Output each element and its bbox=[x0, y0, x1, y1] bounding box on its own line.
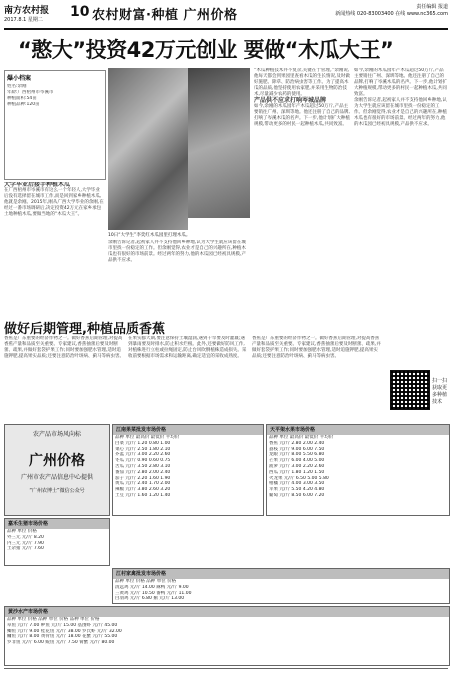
article-column bbox=[354, 68, 448, 314]
table-row: 清远鸡 元/斤 14.00 麻鸭 元/斤 9.00 bbox=[115, 584, 189, 590]
profile-line: 姓名:余刚 bbox=[7, 84, 27, 89]
table-row: 鲫鱼 元/斤 9.00 桂花鱼 元/斤 38.00 罗氏虾 元/斤 32.00 bbox=[7, 628, 122, 634]
table-row: 品种 单位 最高价 最低价 平均价 bbox=[269, 435, 334, 440]
article-paragraph: 在广西梧州市岑溪市有这么一个年轻人,大学毕业后没有选择留在城市工作,而是回到家乡种植木瓜,他就是余刚。2015年,刚从广西大学毕业的余刚,在经过一番市场调研后,决定投资42万元在家乡承包土地种植木瓜,要做当地的“木瓜大王”。 bbox=[4, 188, 104, 217]
table-row: 苹果 元/斤 5.50 4.20 4.80 bbox=[269, 487, 325, 493]
table-row: 香蕉 元/斤 2.80 2.00 2.40 bbox=[269, 440, 325, 446]
article-column bbox=[108, 240, 250, 314]
profile-line: 种植面积:54亩 bbox=[7, 96, 37, 101]
editor-info bbox=[335, 4, 448, 18]
table-title: 江南果菜批发市场价格 bbox=[113, 425, 263, 435]
table-row: 芒果 元/斤 6.00 4.00 5.00 bbox=[269, 458, 325, 464]
article-paragraph: 如今,余刚的木瓜园年产木瓜超过50万斤,产品主要销往广州、深圳等地。他还注册了自己的品牌,打响了岑溪木瓜的名声。下一步,他计划扩大种植规模,带动更多的村民一起种植木瓜,共同致富。 bbox=[254, 104, 350, 127]
table-row: 品种 单位 价格 bbox=[7, 529, 37, 534]
profile-line: 年龄:广西梧州市岑溪市 bbox=[7, 90, 54, 95]
table-row: 品种 单位 最高价 最低价 平均价 bbox=[115, 435, 180, 440]
banner-note: “广州农博士”微信公众号 bbox=[29, 488, 85, 494]
article-column bbox=[4, 336, 124, 420]
table-row: 西瓜 元/斤 1.80 1.20 1.50 bbox=[269, 469, 325, 475]
table-row: 外三元 元/斤 8.20 bbox=[7, 534, 44, 540]
table-row: 冬瓜 元/斤 0.90 0.60 0.75 bbox=[115, 458, 171, 464]
article-paragraph: 在果实膨大期,要注意保持土壤湿润,遇到干旱要及时灌溉;遇到暴雨要及时排水,防止积水烂根。此外,还要做好防风工作,对植株进行立柱或拉绳固定,防止台风吹倒植株造成损失。采收前要根据市场需求和运输距离,确定适宜的采收成熟度。 bbox=[128, 336, 247, 359]
table-row: 菠萝 元/斤 3.00 2.20 2.60 bbox=[269, 463, 325, 469]
header-rule bbox=[4, 28, 448, 30]
table-row: 白菜 元/斤 1.20 0.80 1.00 bbox=[115, 440, 171, 446]
table-row: 土杂猪 元/斤 7.60 bbox=[7, 546, 44, 552]
price-table bbox=[112, 424, 264, 516]
article-paragraph: 香蕉是广东重要的经济作物之一。做好香蕉后期管理,对提高香蕉产量和品质至关重要。专家建议,香蕉抽蕾后要及时断蕾、疏果,并做好套袋护果工作;同时要加强肥水管理,适时追施钾肥,提高果实品质;还要注意防治叶斑病、蓟马等病虫害。 bbox=[4, 336, 124, 359]
article-paragraph: “木瓜种植技术并不复杂,关键在于管理。”余刚说,他每天都会到果园里查看木瓜的生长情况,及时做好施肥、除草、防治病虫害等工作。为了提高木瓜的品质,他坚持使用农家肥,并采用生物防治技术,尽量减少农药的使用。 bbox=[254, 68, 350, 97]
table-row: 鳙鱼 元/斤 8.00 黄骨鱼 元/斤 18.00 花蟹 元/斤 55.00 bbox=[7, 634, 118, 640]
papaya-photo bbox=[108, 68, 188, 230]
table-title: 天平架水果市场价格 bbox=[267, 425, 449, 435]
page-number: 10 bbox=[70, 4, 90, 20]
editor-line: 责任编辑 报道 bbox=[416, 4, 448, 10]
table-row: 黄瓜 元/斤 2.40 1.70 2.00 bbox=[115, 481, 171, 487]
table-row: 茄子 元/斤 2.20 1.60 1.90 bbox=[115, 475, 171, 481]
banner-sub: 广州市农产品信息中心提供 bbox=[20, 474, 93, 481]
table-row: 菜心 元/斤 2.50 1.80 2.10 bbox=[115, 446, 171, 452]
table-row: 辣椒 元/斤 3.80 2.60 3.20 bbox=[115, 487, 171, 493]
qr-code[interactable] bbox=[390, 370, 430, 410]
table-row: 品种 单位 价格 品种 单位 价格 bbox=[115, 579, 177, 584]
table-row: 三黄鸡 元/斤 10.50 番鸭 元/斤 11.00 bbox=[115, 590, 192, 596]
table-row: 白羽鸡 元/斤 6.80 鹅 元/斤 13.00 bbox=[115, 596, 185, 602]
banner-title: 广州价格 bbox=[29, 453, 85, 469]
profile-title: 爆小档案 bbox=[7, 75, 32, 82]
table-row: 罗非鱼 元/斤 6.00 鲩鱼 元/斤 7.50 膏蟹 元/斤 80.00 bbox=[7, 640, 115, 646]
qr-caption: 扫一扫 获取更多种植技术 bbox=[432, 378, 448, 405]
price-banner bbox=[4, 424, 110, 516]
papaya-photo-right bbox=[188, 68, 250, 218]
table-row: 龙眼 元/斤 8.00 5.50 6.80 bbox=[269, 452, 325, 458]
article-paragraph: 香蕉是广东重要的经济作物之一。做好香蕉后期管理,对提高香蕉产量和品质至关重要。专家建议,香蕉抽蕾后要及时断蕾、疏果,并做好套袋护果工作;同时要加强肥水管理,适时追施钾肥,提高果实品质;还要注意防治叶斑病、蓟马等病虫害。 bbox=[252, 336, 381, 359]
price-table bbox=[266, 424, 450, 516]
article-paragraph: 余刚告诉记者,起初家人并不支持他回乡种地,认为大学生就应该留在城市里找一份稳定的工作。但余刚觉得,农业才是自己的兴趣所在,种植木瓜也有很好的市场前景。经过两年的努力,他的木瓜园已经初具规模,产品供不应求。 bbox=[354, 98, 447, 127]
table-row: 芥蓝 元/斤 3.00 2.20 2.60 bbox=[115, 452, 171, 458]
article-column bbox=[254, 68, 350, 314]
section2-title: 做好后期管理,种植品质香蕉 bbox=[4, 322, 165, 337]
footer-rule bbox=[4, 668, 448, 669]
article-column bbox=[252, 336, 382, 420]
article-paragraph: 如今,余刚的木瓜园年产木瓜超过50万斤,产品主要销往广州、深圳等地。他还注册了自己的品牌,打响了岑溪木瓜的名声。下一步,他计划扩大种植规模,带动更多的村民一起种植木瓜,共同致富。 bbox=[354, 68, 447, 97]
section-title: 农村财富·种植 广州价格 bbox=[92, 8, 238, 23]
table-row: 苦瓜 元/斤 3.50 2.80 3.10 bbox=[115, 463, 171, 469]
sub-head: 大学毕业后接手种植木瓜 bbox=[4, 182, 71, 188]
article-column bbox=[4, 182, 104, 314]
table-row: 番茄 元/斤 2.80 2.00 2.40 bbox=[115, 469, 171, 475]
profile-line: 种植品种:120亩 bbox=[7, 102, 40, 107]
hotline-line: 新闻热线 020-83003400 在线 www.nc365.com bbox=[335, 11, 448, 17]
table-row: 火龙果 元/斤 6.50 5.00 5.80 bbox=[269, 475, 329, 481]
table-title: 江村家禽批发市场价格 bbox=[113, 569, 449, 579]
photo-caption: 10日“大学生”李奕红木瓜园里打理木瓜。 bbox=[108, 233, 191, 238]
price-table bbox=[4, 606, 450, 666]
table-row: 葡萄 元/斤 8.50 6.00 7.20 bbox=[269, 492, 325, 498]
main-headline: “憨大”投资42万元创业 要做“木瓜大王” bbox=[18, 38, 394, 62]
article-paragraph: 余刚告诉记者,起初家人并不支持他回乡种地,认为大学生就应该留在城市里找一份稳定的工作。但余刚觉得,农业才是自己的兴趣所在,种植木瓜也有很好的市场前景。经过两年的努力,他的木瓜园已经初具规模,产品供不应求。 bbox=[108, 240, 246, 263]
table-row: 土豆 元/斤 1.60 1.20 1.40 bbox=[115, 492, 171, 498]
issue-date: 2017.8.1 星期二 bbox=[4, 17, 43, 23]
article-column bbox=[128, 336, 248, 420]
table-title: 嘉禾生猪市场价格 bbox=[5, 519, 109, 529]
banner-kicker: 农产品市场风向标 bbox=[32, 431, 81, 438]
price-table bbox=[4, 518, 110, 566]
table-row: 品种 单位 价格 品种 单位 价格 品种 单位 价格 bbox=[7, 617, 100, 622]
price-table bbox=[112, 568, 450, 604]
table-row: 内三元 元/斤 7.90 bbox=[7, 540, 44, 546]
profile-box bbox=[4, 70, 106, 180]
newspaper-logo: 南方农村报 bbox=[4, 6, 50, 16]
table-row: 荔枝 元/斤 9.00 6.00 7.50 bbox=[269, 446, 325, 452]
table-row: 柑橘 元/斤 4.00 3.00 3.50 bbox=[269, 481, 325, 487]
table-title: 黄沙水产市场价格 bbox=[5, 607, 449, 617]
table-row: 草鱼 元/斤 7.00 鲈鱼 元/斤 15.00 基围虾 元/斤 45.00 bbox=[7, 622, 118, 628]
sub-head: 产品供不应求打响岑城品牌 bbox=[254, 97, 327, 104]
